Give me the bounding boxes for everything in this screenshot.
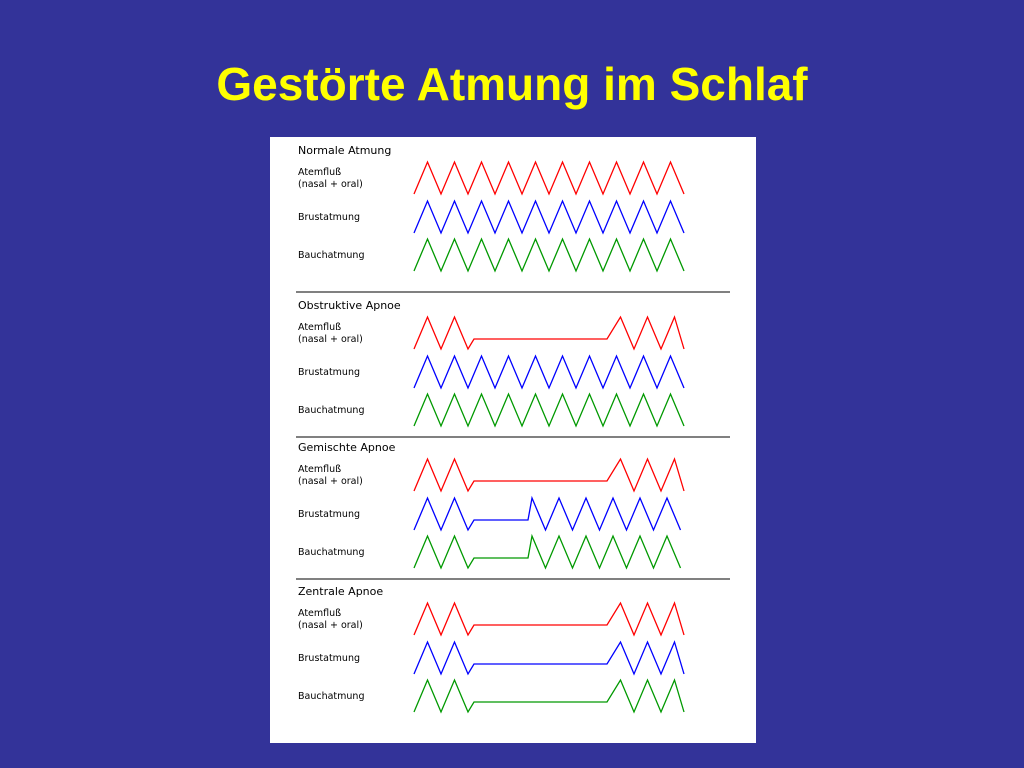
chest-trace — [414, 201, 684, 233]
section-title: Normale Atmung — [298, 144, 392, 157]
pattern-section — [298, 441, 684, 568]
track-label: Atemfluß — [298, 322, 342, 333]
track-label: Atemfluß — [298, 464, 342, 475]
slide-title: Gestörte Atmung im Schlaf — [216, 58, 808, 110]
breathing-patterns-figure — [270, 137, 756, 743]
section-title: Gemischte Apnoe — [298, 441, 396, 454]
chest-trace — [414, 498, 681, 530]
track-label: Atemfluß — [298, 167, 342, 178]
track-label: Brustatmung — [298, 509, 360, 520]
track-label: Bauchatmung — [298, 250, 365, 261]
track-label: Bauchatmung — [298, 691, 365, 702]
track-label: (nasal + oral) — [298, 179, 363, 190]
section-title: Zentrale Apnoe — [298, 585, 384, 598]
track-label: Atemfluß — [298, 608, 342, 619]
section-title: Obstruktive Apnoe — [298, 299, 401, 312]
track-label: (nasal + oral) — [298, 620, 363, 631]
pattern-section — [298, 144, 684, 271]
track-label: Bauchatmung — [298, 547, 365, 558]
airflow-trace — [414, 459, 684, 491]
airflow-trace — [414, 162, 684, 194]
abdomen-trace — [414, 239, 684, 271]
airflow-trace — [414, 603, 684, 635]
track-label: Brustatmung — [298, 367, 360, 378]
pattern-section — [298, 585, 684, 712]
abdomen-trace — [414, 680, 684, 712]
abdomen-trace — [414, 394, 684, 426]
chest-trace — [414, 356, 684, 388]
track-label: (nasal + oral) — [298, 334, 363, 345]
track-label: Bauchatmung — [298, 405, 365, 416]
track-label: Brustatmung — [298, 653, 360, 664]
breathing-patterns-diagram — [270, 137, 756, 743]
pattern-section — [298, 299, 684, 426]
airflow-trace — [414, 317, 684, 349]
chest-trace — [414, 642, 684, 674]
abdomen-trace — [414, 536, 681, 568]
track-label: Brustatmung — [298, 212, 360, 223]
track-label: (nasal + oral) — [298, 476, 363, 487]
